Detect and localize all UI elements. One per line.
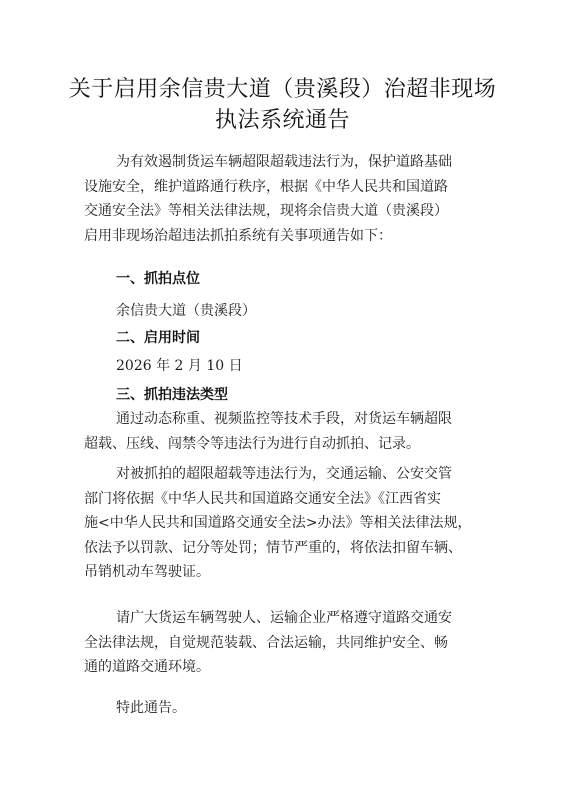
section-2-heading: 二、启用时间 (116, 330, 200, 346)
intro-line: 启用非现场治超违法抓拍系统有关事项通告如下： (84, 227, 392, 244)
intro-paragraph (84, 150, 489, 248)
paragraph-line: 通的道路交通环境。 (84, 659, 210, 675)
paragraph-line: 通过动态称重、视频监控等技术手段，对货运车辆超限 (116, 411, 452, 427)
paragraph-line: 对被抓拍的超限超载等违法行为，交通运输、公安交管 (116, 466, 452, 482)
paragraph-line: 超载、压线、闯禁令等违法行为进行自动抓拍、记录。 (84, 435, 420, 452)
section-1-heading: 一、抓拍点位 (116, 271, 200, 287)
paragraph-line: 全法律法规，自觉规范装载、合法运输，共同维护安全、畅 (84, 634, 448, 651)
paragraph-3 (84, 606, 489, 680)
closing-text: 特此通告。 (116, 700, 186, 716)
paragraph-1 (84, 407, 489, 456)
paragraph-line: 施<中华人民共和国道路交通安全法>办法》等相关法律法规， (84, 515, 472, 531)
intro-line: 设施安全，维护道路通行秩序，根据《中华人民共和国道路 (84, 178, 448, 195)
section-1-text: 余信贵大道（贵溪段） (116, 303, 256, 319)
paragraph-line: 请广大货运车辆驾驶人、运输企业严格遵守道路交通安 (116, 610, 452, 626)
section-3-heading: 三、抓拍违法类型 (116, 387, 228, 403)
intro-line: 交通安全法》等相关法律法规，现将余信贵大道（贵溪段） (84, 203, 448, 219)
title-line-2: 执法系统通告 (214, 108, 350, 133)
paragraph-line: 部门将依据《中华人民共和国道路交通安全法》《江西省实 (84, 490, 441, 507)
title-line-1: 关于启用余信贵大道（贵溪段）治超非现场 (68, 77, 497, 102)
section-2-text: 2026 年 2 月 10 日 (116, 358, 243, 374)
paragraph-line: 吊销机动车驾驶证。 (84, 564, 210, 580)
intro-line: 为有效遏制货运车辆超限超载违法行为，保护道路基础 (116, 154, 452, 170)
paragraph-line: 依法予以罚款、记分等处罚；情节严重的，将依法扣留车辆、 (84, 539, 462, 556)
paragraph-2 (84, 462, 489, 585)
